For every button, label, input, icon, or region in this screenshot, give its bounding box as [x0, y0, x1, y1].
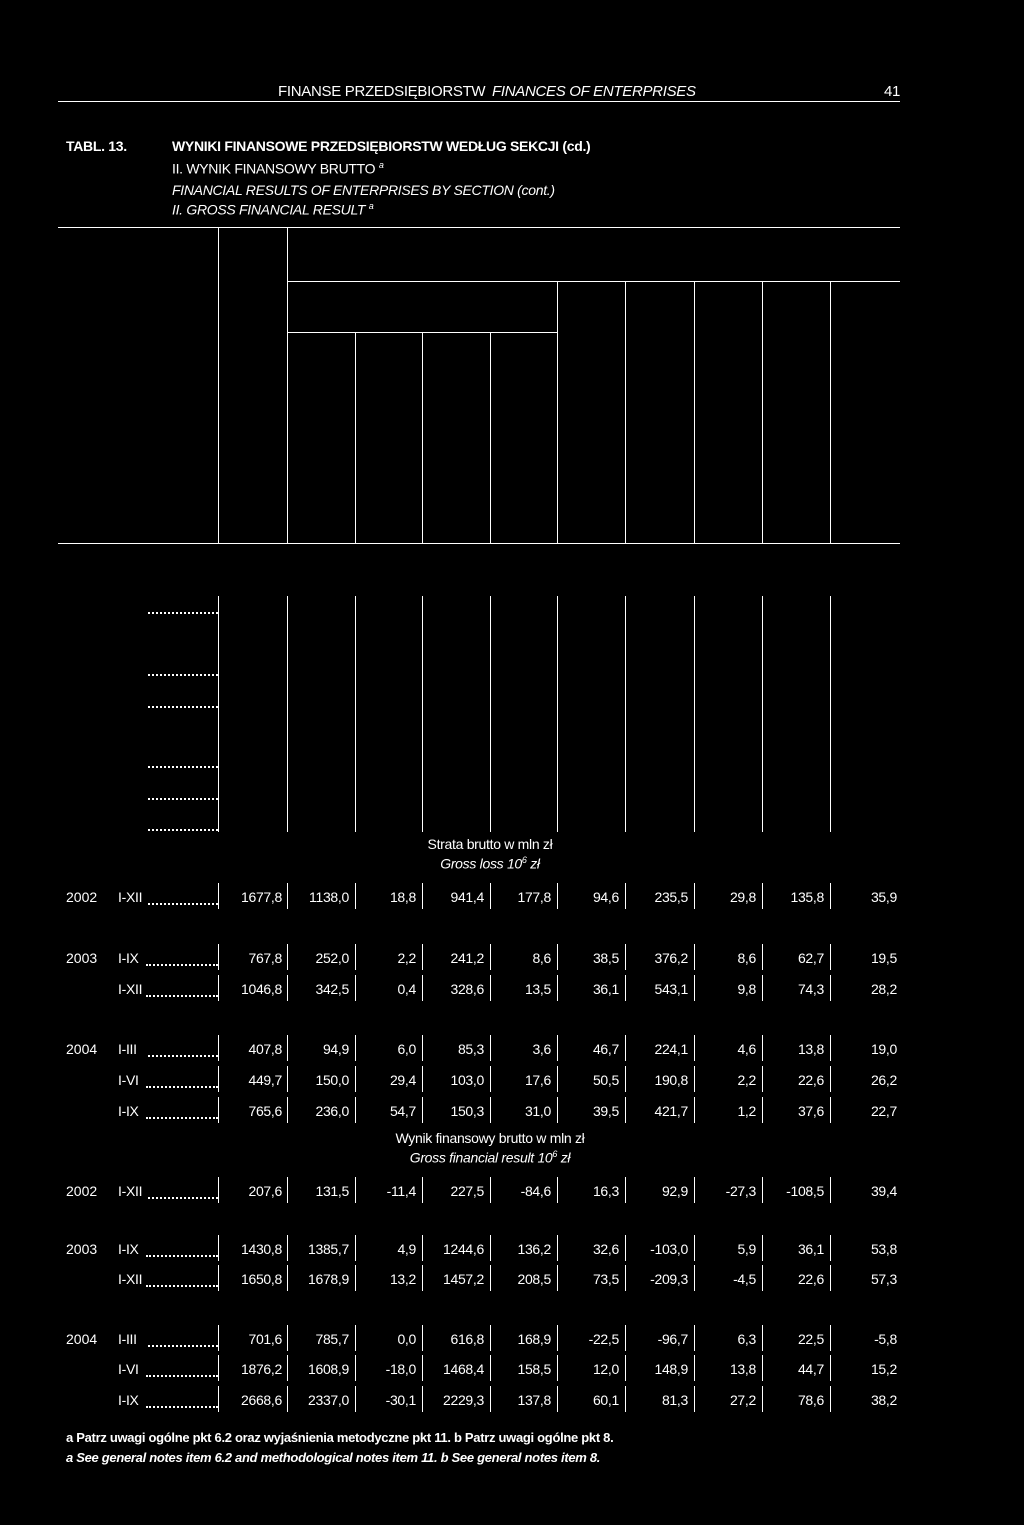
table-cell: 4,9 — [397, 1241, 416, 1257]
table-cell: 13,5 — [524, 981, 551, 997]
table-cell: 39,4 — [870, 1183, 897, 1199]
table-cell: 31,0 — [524, 1103, 551, 1119]
table-cell: 2,2 — [737, 1072, 756, 1088]
table-cell: 12,0 — [592, 1361, 619, 1377]
table-cell: 94,6 — [592, 889, 619, 905]
row-period: I-XII — [118, 1183, 143, 1199]
table-cell: -4,5 — [733, 1271, 756, 1287]
table-cell: 53,8 — [870, 1241, 897, 1257]
table-cell: 328,6 — [450, 981, 484, 997]
table-cell: 168,9 — [517, 1331, 551, 1347]
title-pl-line2: II. WYNIK FINANSOWY BRUTTO $^a$ — [172, 160, 384, 177]
table-cell: 22,6 — [797, 1271, 824, 1287]
table-cell: 8,6 — [737, 950, 756, 966]
table-cell: 137,8 — [517, 1392, 551, 1408]
table-cell: 135,8 — [790, 889, 824, 905]
table-cell: 1046,8 — [240, 981, 282, 997]
table-cell: 235,5 — [654, 889, 688, 905]
table-cell: 376,2 — [654, 950, 688, 966]
table-cell: 4,6 — [737, 1041, 756, 1057]
table-cell: 241,2 — [450, 950, 484, 966]
table-cell: 13,8 — [729, 1361, 756, 1377]
table-cell: -11,4 — [386, 1183, 416, 1199]
table-cell: 54,7 — [389, 1103, 416, 1119]
table-cell: -5,8 — [874, 1331, 897, 1347]
row-leader-dots — [148, 1195, 218, 1199]
table-cell: 1876,2 — [240, 1361, 282, 1377]
row-period: I-IX — [118, 1103, 139, 1119]
table-cell: 616,8 — [450, 1331, 484, 1347]
row-year: 2003 — [66, 950, 98, 966]
footnote-en: a See general notes item 6.2 and methodological notes item 11. b See general notes item 8. — [66, 1450, 601, 1465]
section-title-pl: Wynik finansowy brutto w mln zł — [395, 1130, 585, 1146]
table-cell: 2668,6 — [240, 1392, 282, 1408]
title-en-line1: FINANCIAL RESULTS OF ENTERPRISES BY SECTION (cont.) — [172, 182, 555, 198]
row-leader-dots — [146, 993, 218, 997]
row-period: I-VI — [118, 1361, 139, 1377]
table-cell: 19,0 — [870, 1041, 897, 1057]
table-cell: 2,2 — [397, 950, 416, 966]
table-cell: -96,7 — [657, 1331, 688, 1347]
row-year: 2004 — [66, 1331, 98, 1347]
row-period: I-XII — [118, 1271, 143, 1287]
table-cell: 1138,0 — [309, 889, 349, 905]
table-cell: -22,5 — [588, 1331, 619, 1347]
section-title-en: Gross financial result $10^6$ zł — [409, 1149, 571, 1166]
row-period: I-IX — [118, 1392, 139, 1408]
table-cell: 3,6 — [532, 1041, 551, 1057]
table-cell: 103,0 — [450, 1072, 484, 1088]
table-cell: 8,6 — [532, 950, 551, 966]
table-cell: 29,8 — [729, 889, 756, 905]
row-leader-dots — [148, 1343, 218, 1347]
table-cell: -30,1 — [385, 1392, 416, 1408]
table-cell: 1677,8 — [240, 889, 282, 905]
table-cell: 92,9 — [661, 1183, 688, 1199]
table-cell: 50,5 — [592, 1072, 619, 1088]
table-cell: 94,9 — [322, 1041, 349, 1057]
table-cell: 73,5 — [592, 1271, 619, 1287]
page-number: 41 — [884, 83, 901, 100]
row-year: 2004 — [66, 1041, 98, 1057]
table-cell: 32,6 — [592, 1241, 619, 1257]
table-cell: 44,7 — [797, 1361, 824, 1377]
table-cell: 85,3 — [457, 1041, 484, 1057]
table-cell: 767,8 — [248, 950, 282, 966]
table-cell: -27,3 — [725, 1183, 756, 1199]
table-cell: -103,0 — [650, 1241, 688, 1257]
table-cell: 2337,0 — [307, 1392, 349, 1408]
table-cell: 15,2 — [870, 1361, 897, 1377]
table-cell: 22,6 — [797, 1072, 824, 1088]
title-en-line2: II. GROSS FINANCIAL RESULT $^a$ — [172, 201, 374, 218]
table-cell: 701,6 — [248, 1331, 282, 1347]
table-cell: 27,2 — [729, 1392, 756, 1408]
title-pl-line1: WYNIKI FINANSOWE PRZEDSIĘBIORSTW WEDŁUG SEKCJI (cd.) — [172, 138, 591, 154]
table-cell: 941,4 — [450, 889, 484, 905]
table-cell: 224,1 — [654, 1041, 688, 1057]
table-cell: 543,1 — [654, 981, 688, 997]
row-leader-dots — [146, 1404, 218, 1408]
table-cell: 150,0 — [315, 1072, 349, 1088]
table-cell: 1650,8 — [240, 1271, 282, 1287]
table-cell: 36,1 — [592, 981, 619, 997]
table-cell: 421,7 — [654, 1103, 688, 1119]
table-cell: 35,9 — [870, 889, 897, 905]
table-cell: 81,3 — [661, 1392, 688, 1408]
table-cell: 1608,9 — [307, 1361, 349, 1377]
table-cell: 208,5 — [517, 1271, 551, 1287]
table-cell: 227,5 — [450, 1183, 484, 1199]
table-cell: 46,7 — [592, 1041, 619, 1057]
row-period: I-IX — [118, 950, 139, 966]
row-leader-dots — [146, 1115, 218, 1119]
table-cell: 150,3 — [450, 1103, 484, 1119]
table-cell: 78,6 — [797, 1392, 824, 1408]
table-cell: 190,8 — [654, 1072, 688, 1088]
row-year: 2002 — [66, 1183, 98, 1199]
row-year: 2002 — [66, 889, 98, 905]
table-cell: 13,8 — [797, 1041, 824, 1057]
table-cell: 131,5 — [315, 1183, 349, 1199]
table-cell: 36,1 — [797, 1241, 824, 1257]
table-cell: 785,7 — [315, 1331, 349, 1347]
row-period: I-XII — [118, 981, 143, 997]
section-title-pl: Strata brutto w mln zł — [427, 836, 553, 852]
table-cell: 158,5 — [517, 1361, 551, 1377]
table-cell: -209,3 — [650, 1271, 688, 1287]
table-cell: 26,2 — [870, 1072, 897, 1088]
table-cell: 136,2 — [517, 1241, 551, 1257]
table-cell: 29,4 — [389, 1072, 416, 1088]
table-cell: -108,5 — [786, 1183, 824, 1199]
header-rule — [58, 101, 900, 102]
table-cell: 236,0 — [315, 1103, 349, 1119]
table-cell: 18,8 — [389, 889, 416, 905]
table-cell: 19,5 — [870, 950, 897, 966]
section-title-en: Gross loss $10^6$ zł — [440, 855, 540, 872]
table-cell: 60,1 — [592, 1392, 619, 1408]
row-period: I-III — [118, 1331, 137, 1347]
table-cell: 1468,4 — [442, 1361, 484, 1377]
table-cell: 37,6 — [797, 1103, 824, 1119]
table-cell: 342,5 — [315, 981, 349, 997]
table-cell: 22,7 — [870, 1103, 897, 1119]
table-cell: 148,9 — [654, 1361, 688, 1377]
footnote-pl: a Patrz uwagi ogólne pkt 6.2 oraz wyjaśnienia metodyczne pkt 11. b Patrz uwagi ogólne pkt 8. — [66, 1430, 614, 1445]
table-cell: 16,3 — [592, 1183, 619, 1199]
table-cell: 1678,9 — [307, 1271, 349, 1287]
table-cell: -84,6 — [520, 1183, 551, 1199]
table-cell: 1430,8 — [240, 1241, 282, 1257]
table-cell: 74,3 — [797, 981, 824, 997]
row-leader-dots — [146, 1283, 218, 1287]
table-cell: 1385,7 — [307, 1241, 349, 1257]
table-cell: 2229,3 — [442, 1392, 484, 1408]
row-leader-dots — [146, 1253, 218, 1257]
table-cell: 62,7 — [797, 950, 824, 966]
row-period: I-III — [118, 1041, 137, 1057]
table-cell: 13,2 — [389, 1271, 416, 1287]
table-cell: 1,2 — [737, 1103, 756, 1119]
table-cell: 765,6 — [248, 1103, 282, 1119]
table-cell: 407,8 — [248, 1041, 282, 1057]
row-leader-dots — [148, 1053, 218, 1057]
table-cell: 38,2 — [870, 1392, 897, 1408]
table-cell: 177,8 — [517, 889, 551, 905]
row-period: I-XII — [118, 889, 143, 905]
table-cell: 17,6 — [524, 1072, 551, 1088]
row-leader-dots — [148, 901, 218, 905]
running-header-left: FINANSE PRZEDSIĘBIORSTW — [278, 83, 486, 100]
row-period: I-IX — [118, 1241, 139, 1257]
running-header-right: FINANCES OF ENTERPRISES — [492, 83, 696, 100]
table-cell: 28,2 — [870, 981, 897, 997]
table-cell: 5,9 — [737, 1241, 756, 1257]
row-leader-dots — [146, 1373, 218, 1377]
table-cell: 1457,2 — [442, 1271, 484, 1287]
table-cell: 6,3 — [737, 1331, 756, 1347]
table-cell: 0,0 — [397, 1331, 416, 1347]
table-cell: 252,0 — [315, 950, 349, 966]
row-leader-dots — [146, 1084, 218, 1088]
table-cell: 38,5 — [592, 950, 619, 966]
row-leader-dots — [146, 962, 218, 966]
table-cell: 9,8 — [737, 981, 756, 997]
row-period: I-VI — [118, 1072, 139, 1088]
table-number: TABL. 13. — [66, 138, 127, 154]
table-cell: 57,3 — [870, 1271, 897, 1287]
table-cell: 449,7 — [248, 1072, 282, 1088]
row-year: 2003 — [66, 1241, 98, 1257]
table-cell: 207,6 — [248, 1183, 282, 1199]
table-cell: 0,4 — [397, 981, 416, 997]
table-cell: 22,5 — [797, 1331, 824, 1347]
table-cell: -18,0 — [385, 1361, 416, 1377]
table-cell: 39,5 — [592, 1103, 619, 1119]
table-cell: 6,0 — [397, 1041, 416, 1057]
table-cell: 1244,6 — [442, 1241, 484, 1257]
